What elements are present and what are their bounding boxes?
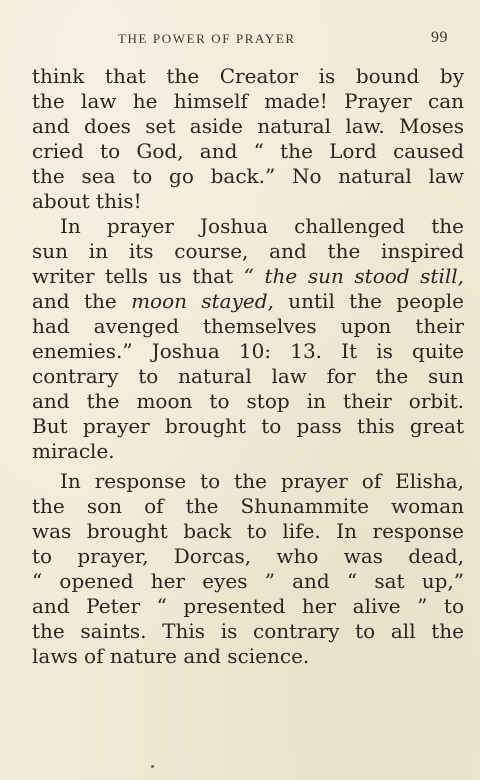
paragraph-3 [32,469,464,669]
text-line: laws of nature and science. [32,644,310,668]
italic-quote: moon stayed, [131,289,274,313]
text-line: the saints. This is contrary to all the [32,619,464,643]
italic-quote: “ the sun stood still, [243,264,464,288]
paragraph-1 [32,64,464,214]
text-line: contrary to natural law for the sun [32,364,464,388]
text-line: the sea to go back.” No natural law [32,164,464,188]
text-line: had avenged themselves upon their [32,314,464,338]
paragraph-2 [32,214,464,464]
text-line: writer tells us that “ the sun stood still, [32,264,464,288]
text-line: and the moon stayed, until the people [32,289,465,313]
text-line: and Peter “ presented her alive ” to [32,594,464,618]
text-line: the law he himself made! Prayer can [32,89,464,113]
text-line: and does set aside natural law. Moses [32,114,464,138]
text-line: think that the Creator is bound by [32,64,464,88]
body-text [32,64,464,669]
text-line: miracle. [32,439,115,463]
text-line: “ opened her eyes ” and “ sat up,” [32,569,464,593]
text-line: was brought back to life. In response [32,519,464,543]
text-line: about this! [32,189,142,213]
text-line: cried to God, and “ the Lord caused [32,139,464,163]
text-line: and the moon to stop in their orbit. [32,389,464,413]
running-title: THE POWER OF PRAYER [118,31,296,46]
text-line: In response to the prayer of Elisha, [60,469,464,493]
text-line: enemies.” Joshua 10: 13. It is quite [32,339,464,363]
text-line: the son of the Shunammite woman [32,494,464,518]
text-line: sun in its course, and the inspired [32,239,464,263]
ink-speck [151,765,154,768]
running-head [118,31,448,51]
text-line: But prayer brought to pass this great [32,414,464,438]
page-number: 99 [431,29,448,46]
text-line: to prayer, Dorcas, who was dead, [32,544,464,568]
text-line: In prayer Joshua challenged the [60,214,464,238]
